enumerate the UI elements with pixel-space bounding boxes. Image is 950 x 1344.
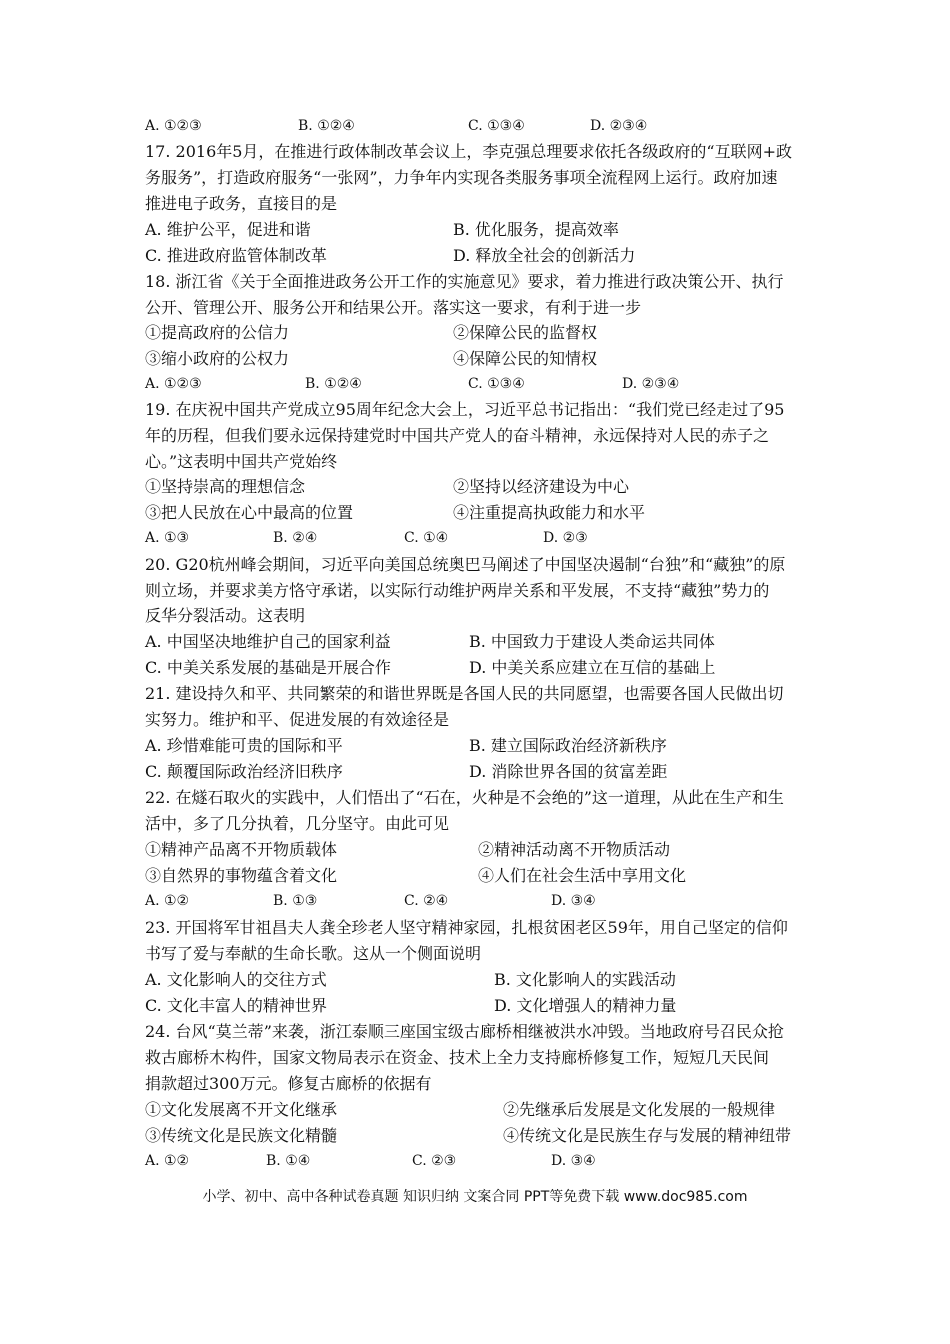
q24-option-a: A. ①② — [145, 1153, 190, 1169]
q24-option-b: B. ①④ — [266, 1153, 311, 1169]
q24-line-1: 24. 台风“莫兰蒂”来袭，浙江泰顺三座国宝级古廊桥相继被洪水冲毁。当地政府号召民众抢 — [145, 1022, 784, 1041]
q17-option-a: A. 维护公平，促进和谐 — [145, 220, 311, 239]
q19-option-c: C. ①④ — [404, 530, 449, 546]
q22-option-a: A. ①② — [145, 893, 190, 909]
q21-line-2: 实努力。维护和平、促进发展的有效途径是 — [145, 710, 450, 729]
q17-line-1: 17. 2016年5月，在推进行政体制改革会议上，李克强总理要求依托各级政府的“互联网+政 — [145, 142, 793, 161]
q19-line-3: 心。”这表明中国共产党始终 — [145, 452, 338, 471]
q22-statement-4: ④人们在社会生活中享用文化 — [478, 866, 687, 885]
q23-line-2: 书写了爱与奉献的生命长歌。这从一个侧面说明 — [145, 944, 482, 963]
q17-line-2: 务服务”，打造政府服务“一张网”，力争年内实现各类服务事项全流程网上运行。政府加速 — [145, 168, 778, 187]
top-option-b: B. ①②④ — [298, 118, 355, 134]
q18-line-2: 公开、管理公开、服务公开和结果公开。落实这一要求，有利于进一步 — [145, 298, 642, 317]
footer-download-notice: 小学、初中、高中各种试卷真题 知识归纳 文案合同 PPT等免费下载 www.doc985.com — [202, 1189, 748, 1205]
q20-line-1: 20. G20杭州峰会期间，习近平向美国总统奥巴马阐述了中国坚决遏制“台独”和“藏独”的原 — [145, 555, 786, 574]
q24-option-c: C. ②③ — [412, 1153, 457, 1169]
q17-option-d: D. 释放全社会的创新活力 — [453, 246, 636, 265]
q20-line-3: 反华分裂活动。这表明 — [145, 606, 306, 625]
q17-line-3: 推进电子政务，直接目的是 — [145, 194, 338, 213]
q18-option-c: C. ①③④ — [468, 376, 525, 392]
q18-statement-3: ③缩小政府的公权力 — [145, 349, 290, 368]
q23-line-1: 23. 开国将军甘祖昌夫人龚全珍老人坚守精神家园，扎根贫困老区59年，用自己坚定的信仰 — [145, 918, 788, 937]
q20-option-a: A. 中国坚决地维护自己的国家利益 — [145, 632, 391, 651]
q17-option-b: B. 优化服务，提高效率 — [453, 220, 619, 239]
q18-line-1: 18. 浙江省《关于全面推进政务公开工作的实施意见》要求，着力推进行政决策公开、执行 — [145, 272, 784, 291]
q19-option-b: B. ②④ — [273, 530, 318, 546]
q18-option-b: B. ①②④ — [305, 376, 362, 392]
q19-option-a: A. ①③ — [145, 530, 190, 546]
q18-statement-1: ①提高政府的公信力 — [145, 323, 290, 342]
top-option-c: C. ①③④ — [468, 118, 525, 134]
q24-statement-1: ①文化发展离不开文化继承 — [145, 1100, 338, 1119]
q24-line-2: 救古廊桥木构件，国家文物局表示在资金、技术上全力支持廊桥修复工作，短短几天民间 — [145, 1048, 770, 1067]
q18-statement-4: ④保障公民的知情权 — [453, 349, 598, 368]
q17-option-c: C. 推进政府监管体制改革 — [145, 246, 327, 265]
q20-option-b: B. 中国致力于建设人类命运共同体 — [469, 632, 715, 651]
q21-line-1: 21. 建设持久和平、共同繁荣的和谐世界既是各国人民的共同愿望，也需要各国人民做出切 — [145, 684, 784, 703]
q22-statement-2: ②精神活动离不开物质活动 — [478, 840, 671, 859]
q20-option-d: D. 中美关系应建立在互信的基础上 — [469, 658, 716, 677]
q18-option-a: A. ①②③ — [145, 376, 202, 392]
q21-option-d: D. 消除世界各国的贫富差距 — [469, 762, 668, 781]
q24-statement-4: ④传统文化是民族生存与发展的精神纽带 — [503, 1126, 792, 1145]
q19-statement-1: ①坚持崇高的理想信念 — [145, 477, 306, 496]
q23-option-d: D. 文化增强人的精神力量 — [494, 996, 677, 1015]
q19-statement-3: ③把人民放在心中最高的位置 — [145, 503, 354, 522]
q19-line-1: 19. 在庆祝中国共产党成立95周年纪念大会上，习近平总书记指出：“我们党已经走过了95 — [145, 400, 785, 419]
q23-option-a: A. 文化影响人的交往方式 — [145, 970, 327, 989]
q22-option-d: D. ③④ — [551, 893, 596, 909]
q22-option-b: B. ①③ — [273, 893, 318, 909]
top-option-d: D. ②③④ — [590, 118, 648, 134]
q22-line-2: 活中，多了几分执着，几分坚守。由此可见 — [145, 814, 450, 833]
q22-option-c: C. ②④ — [404, 893, 449, 909]
q19-statement-4: ④注重提高执政能力和水平 — [453, 503, 646, 522]
q24-statement-3: ③传统文化是民族文化精髓 — [145, 1126, 338, 1145]
q22-line-1: 22. 在燧石取火的实践中，人们悟出了“石在，火种是不会绝的”这一道理，从此在生产和生 — [145, 788, 784, 807]
q21-option-c: C. 颠覆国际政治经济旧秩序 — [145, 762, 343, 781]
q19-option-d: D. ②③ — [543, 530, 588, 546]
top-option-a: A. ①②③ — [145, 118, 202, 134]
q18-option-d: D. ②③④ — [622, 376, 680, 392]
q19-statement-2: ②坚持以经济建设为中心 — [453, 477, 630, 496]
q22-statement-1: ①精神产品离不开物质载体 — [145, 840, 338, 859]
q21-option-b: B. 建立国际政治经济新秩序 — [469, 736, 667, 755]
q24-option-d: D. ③④ — [551, 1153, 596, 1169]
q18-statement-2: ②保障公民的监督权 — [453, 323, 598, 342]
q21-option-a: A. 珍惜难能可贵的国际和平 — [145, 736, 343, 755]
q20-option-c: C. 中美关系发展的基础是开展合作 — [145, 658, 391, 677]
q20-line-2: 则立场，并要求美方恪守承诺，以实际行动维护两岸关系和平发展，不支持“藏独”势力的 — [145, 581, 770, 600]
q24-line-3: 捐款超过300万元。修复古廊桥的依据有 — [145, 1074, 432, 1093]
q19-line-2: 年的历程，但我们要永远保持建党时中国共产党人的奋斗精神，永远保持对人民的赤子之 — [145, 426, 770, 445]
q22-statement-3: ③自然界的事物蕴含着文化 — [145, 866, 338, 885]
q23-option-b: B. 文化影响人的实践活动 — [494, 970, 676, 989]
q23-option-c: C. 文化丰富人的精神世界 — [145, 996, 327, 1015]
q24-statement-2: ②先继承后发展是文化发展的一般规律 — [503, 1100, 776, 1119]
